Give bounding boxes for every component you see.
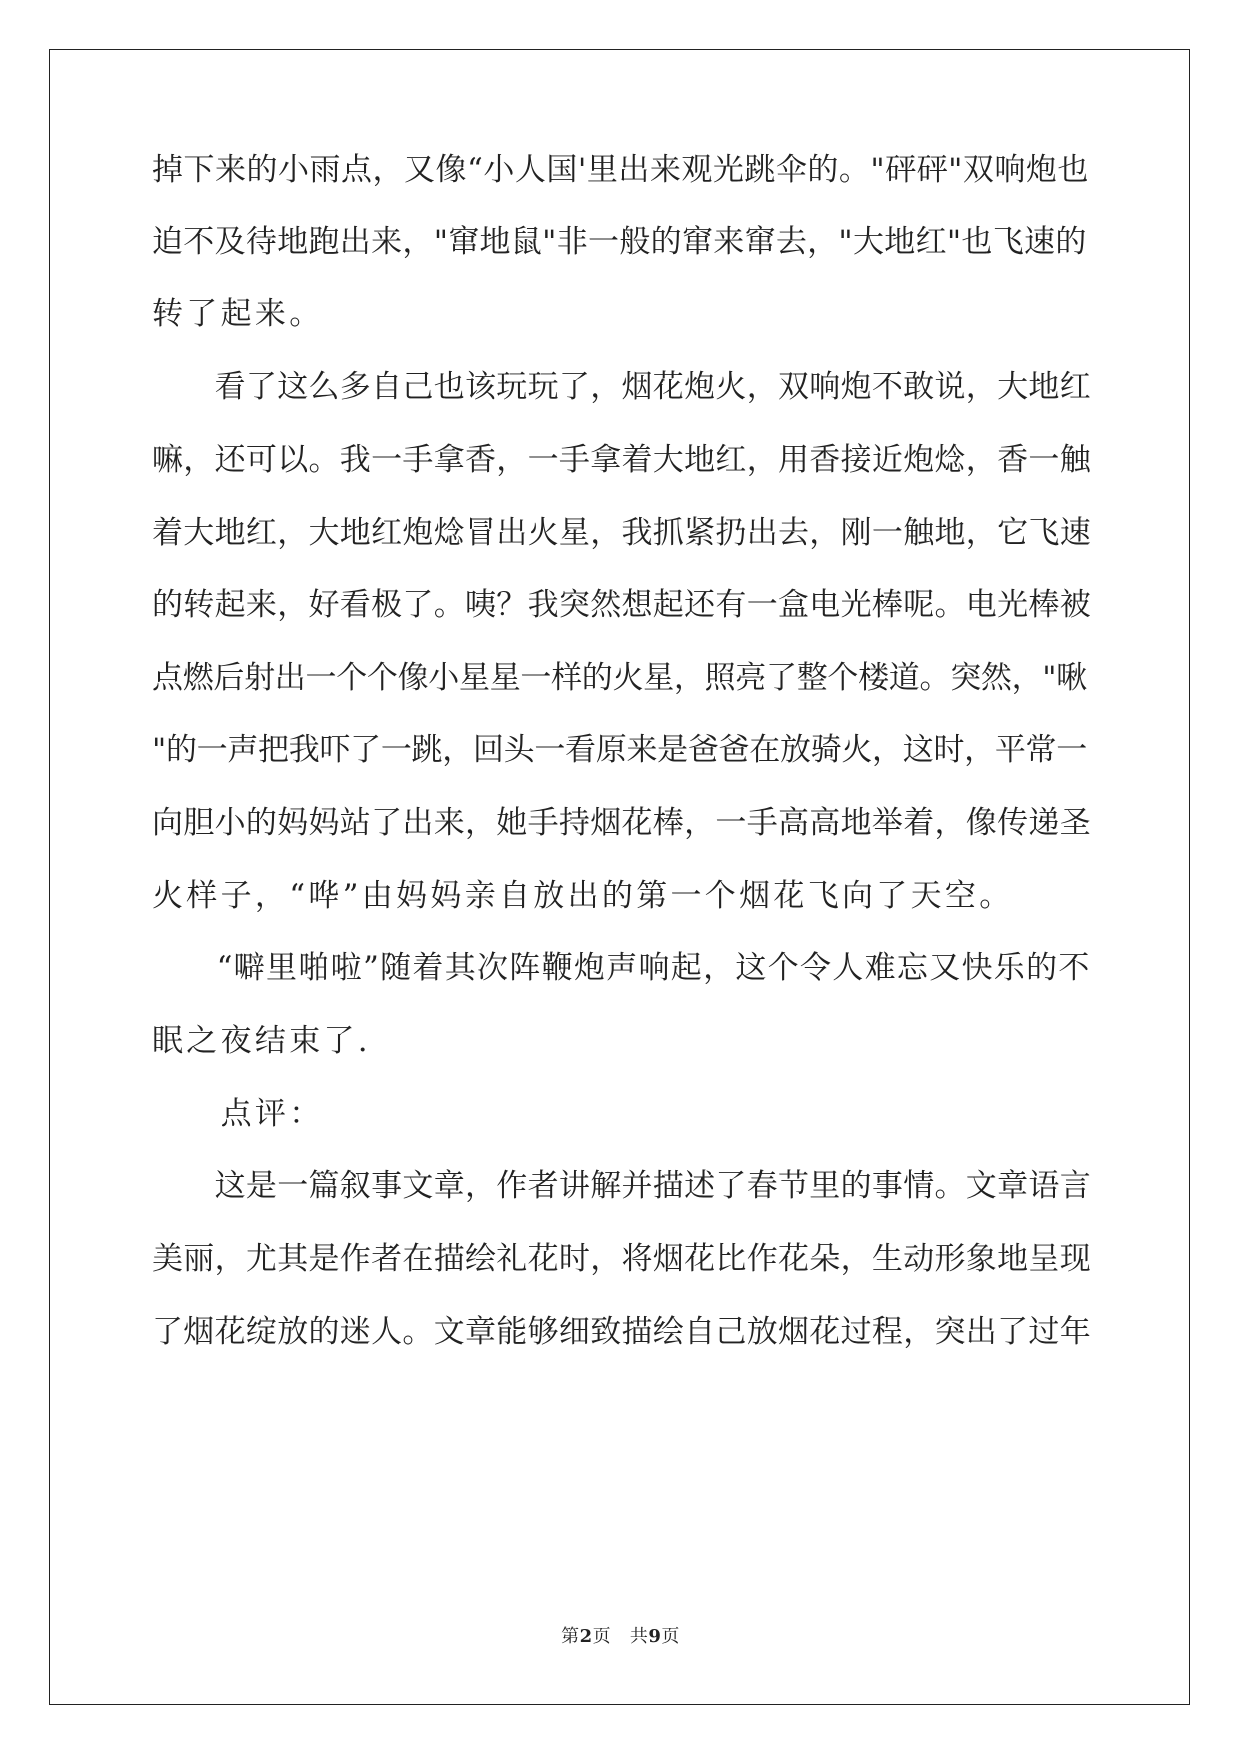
- total-pages: 9: [648, 1626, 662, 1647]
- text-line: 点燃后射出一个个像小星星一样的火星，照亮了整个楼道。突然，"啾: [152, 660, 1087, 696]
- page-footer: [0, 1626, 1241, 1648]
- total-pages-prefix: 共: [629, 1626, 649, 1647]
- text-line: 向胆小的妈妈站了出来，她手持烟花棒，一手高高地举着，像传递圣: [152, 805, 1091, 841]
- text-line: 迫不及待地跑出来，"窜地鼠"非一般的窜来窜去，"大地红"也飞速的: [152, 224, 1087, 260]
- text-line: 掉下来的小雨点，又像“小人国'里出来观光跳伞的。"砰砰"双响炮也: [152, 152, 1089, 188]
- text-line: 火样子，“哗”由妈妈亲自放出的第一个烟花飞向了天空。: [152, 878, 1014, 914]
- text-line: 这是一篇叙事文章，作者讲解并描述了春节里的事情。文章语言: [152, 1168, 1091, 1204]
- text-line: "的一声把我吓了一跳，回头一看原来是爸爸在放骑火，这时，平常一: [152, 732, 1087, 768]
- text-line: 转了起来。: [152, 296, 324, 332]
- page-number-prefix: 第: [561, 1626, 580, 1647]
- text-line: 看了这么多自己也该玩玩了，烟花炮火，双响炮不敢说，大地红: [152, 369, 1091, 405]
- text-line: 的转起来，好看极了。咦？我突然想起还有一盒电光棒呢。电光棒被: [152, 587, 1091, 623]
- text-line: “噼里啪啦”随着其次阵鞭炮声响起，这个令人难忘又快乐的不: [152, 950, 1091, 986]
- page-number-suffix: 页: [592, 1626, 612, 1647]
- page-number: 2: [579, 1626, 593, 1647]
- text-line: 着大地红，大地红炮焾冒出火星，我抓紧扔出去，刚一触地，它飞速: [152, 515, 1091, 551]
- text-line: 眠之夜结束了.: [152, 1023, 371, 1059]
- text-line: 美丽，尤其是作者在描绘礼花时，将烟花比作花朵，生动形象地呈现: [152, 1241, 1091, 1277]
- text-line: 嘛，还可以。我一手拿香，一手拿着大地红，用香接近炮焾，香一触: [152, 442, 1091, 478]
- text-line: 了烟花绽放的迷人。文章能够细致描绘自己放烟花过程，突出了过年: [152, 1314, 1091, 1350]
- total-pages-suffix: 页: [661, 1626, 680, 1647]
- text-line: 点评：: [152, 1096, 324, 1132]
